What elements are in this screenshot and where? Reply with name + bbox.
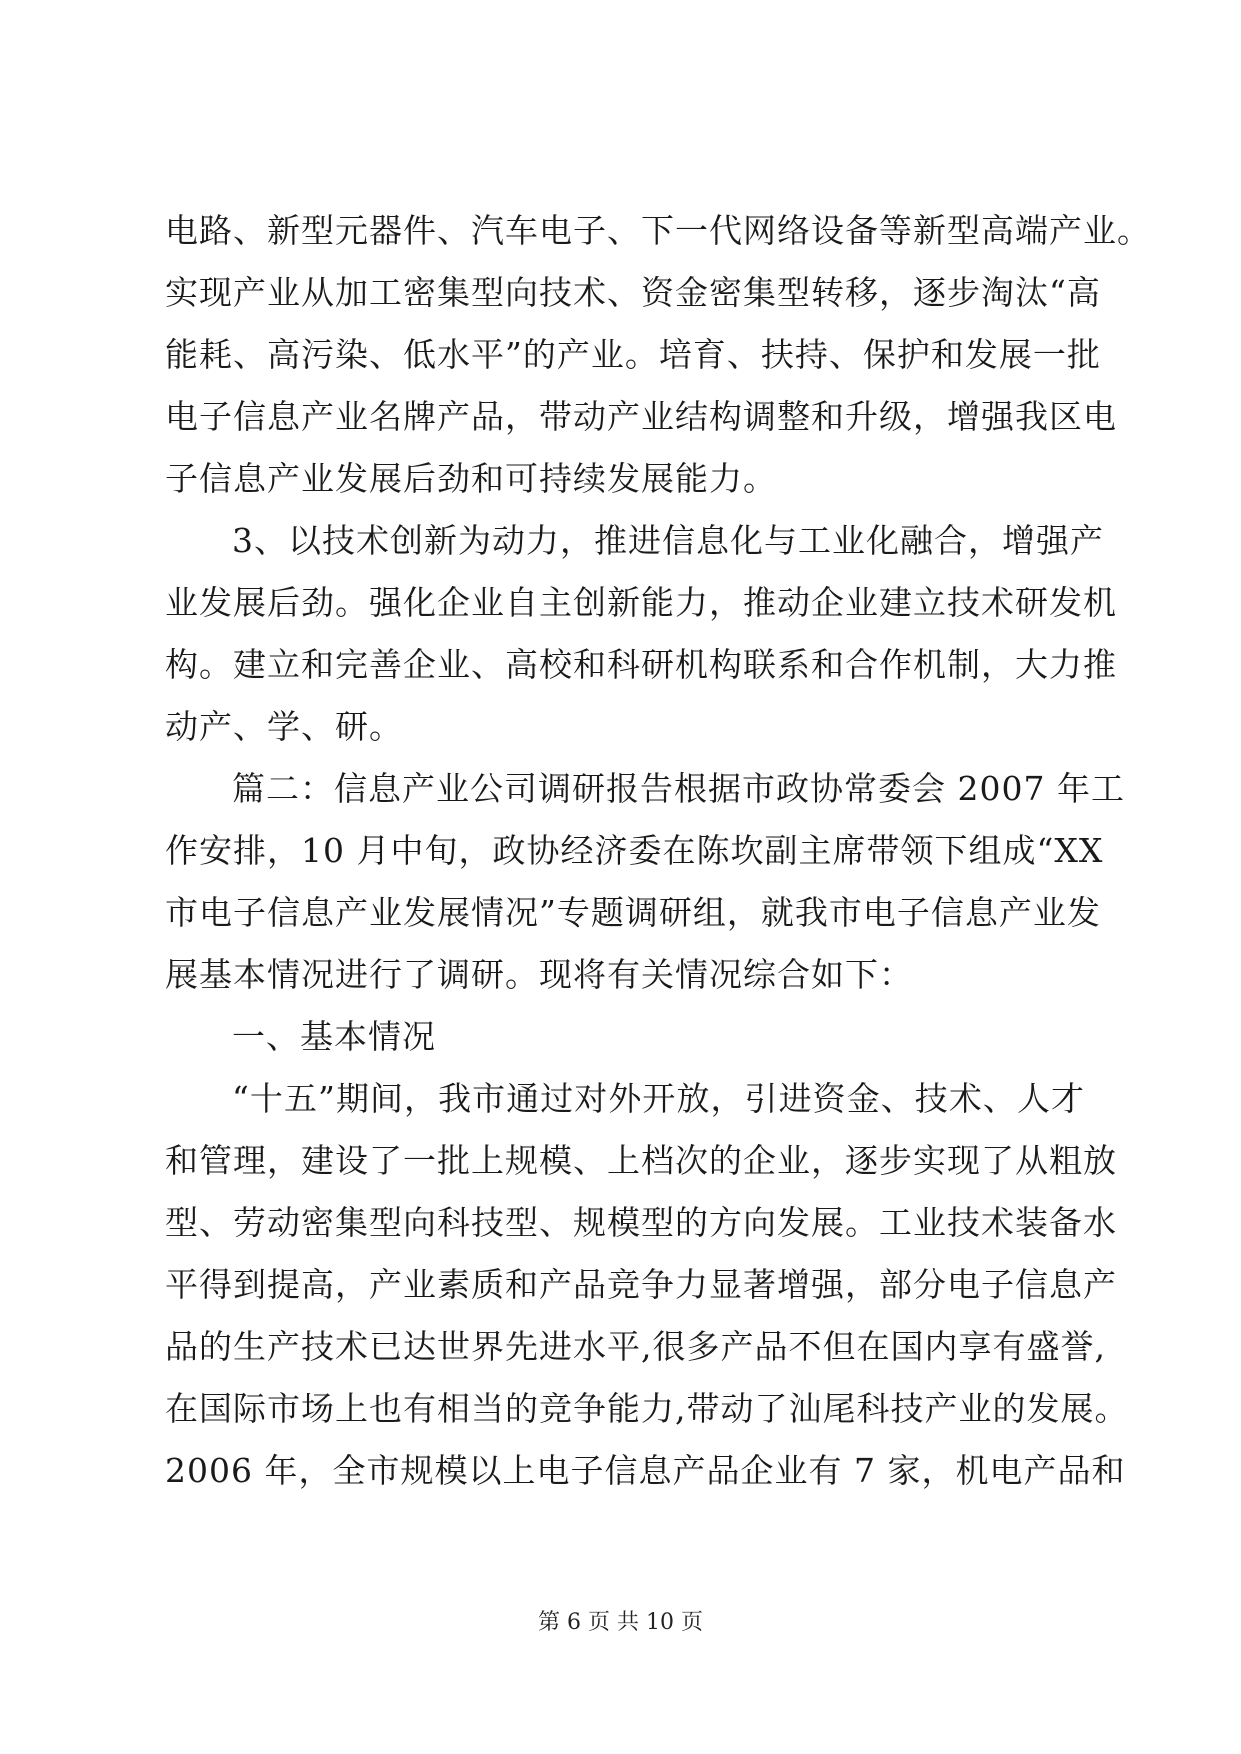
paragraph-line: 能耗、高污染、低水平”的产业。培育、扶持、保护和发展一批 bbox=[165, 335, 1101, 374]
paragraph-line: 构。建立和完善企业、高校和科研机构联系和合作机制，大力推 bbox=[165, 645, 1117, 684]
paragraph-line: 和管理，建设了一批上规模、上档次的企业，逐步实现了从粗放 bbox=[165, 1141, 1117, 1180]
paragraph-line: 动产、学、研。 bbox=[165, 707, 403, 746]
paragraph-line: 品的生产技术已达世界先进水平,很多产品不但在国内享有盛誉, bbox=[165, 1327, 1106, 1366]
section-heading: 一、基本情况 bbox=[232, 1017, 436, 1056]
paragraph-line: 展基本情况进行了调研。现将有关情况综合如下： bbox=[165, 955, 913, 994]
page-number-footer: 第 6 页 共 10 页 bbox=[538, 1610, 703, 1635]
paragraph-line: 市电子信息产业发展情况”专题调研组，就我市电子信息产业发 bbox=[165, 893, 1101, 932]
paragraph-line: “十五”期间，我市通过对外开放，引进资金、技术、人才 bbox=[232, 1079, 1085, 1118]
paragraph-line: 平得到提高，产业素质和产品竞争力显著增强，部分电子信息产 bbox=[165, 1265, 1117, 1304]
paragraph-line: 篇二：信息产业公司调研报告根据市政协常委会 2007 年工 bbox=[232, 769, 1125, 808]
paragraph-line: 在国际市场上也有相当的竞争能力,带动了汕尾科技产业的发展。 bbox=[165, 1389, 1129, 1428]
paragraph-line: 3、以技术创新为动力，推进信息化与工业化融合，增强产 bbox=[232, 521, 1104, 560]
paragraph-line: 作安排，10 月中旬，政协经济委在陈坎副主席带领下组成“XX bbox=[165, 831, 1104, 870]
paragraph-line: 电子信息产业名牌产品，带动产业结构调整和升级，增强我区电 bbox=[165, 397, 1117, 436]
paragraph-line: 型、劳动密集型向科技型、规模型的方向发展。工业技术装备水 bbox=[165, 1203, 1117, 1242]
paragraph-line: 子信息产业发展后劲和可持续发展能力。 bbox=[165, 459, 777, 498]
paragraph-line: 2006 年，全市规模以上电子信息产品企业有 7 家，机电产品和 bbox=[165, 1451, 1126, 1490]
paragraph-line: 电路、新型元器件、汽车电子、下一代网络设备等新型高端产业。 bbox=[165, 211, 1151, 250]
paragraph-line: 业发展后劲。强化企业自主创新能力，推动企业建立技术研发机 bbox=[165, 583, 1117, 622]
paragraph-line: 实现产业从加工密集型向技术、资金密集型转移，逐步淘汰“高 bbox=[165, 273, 1101, 312]
